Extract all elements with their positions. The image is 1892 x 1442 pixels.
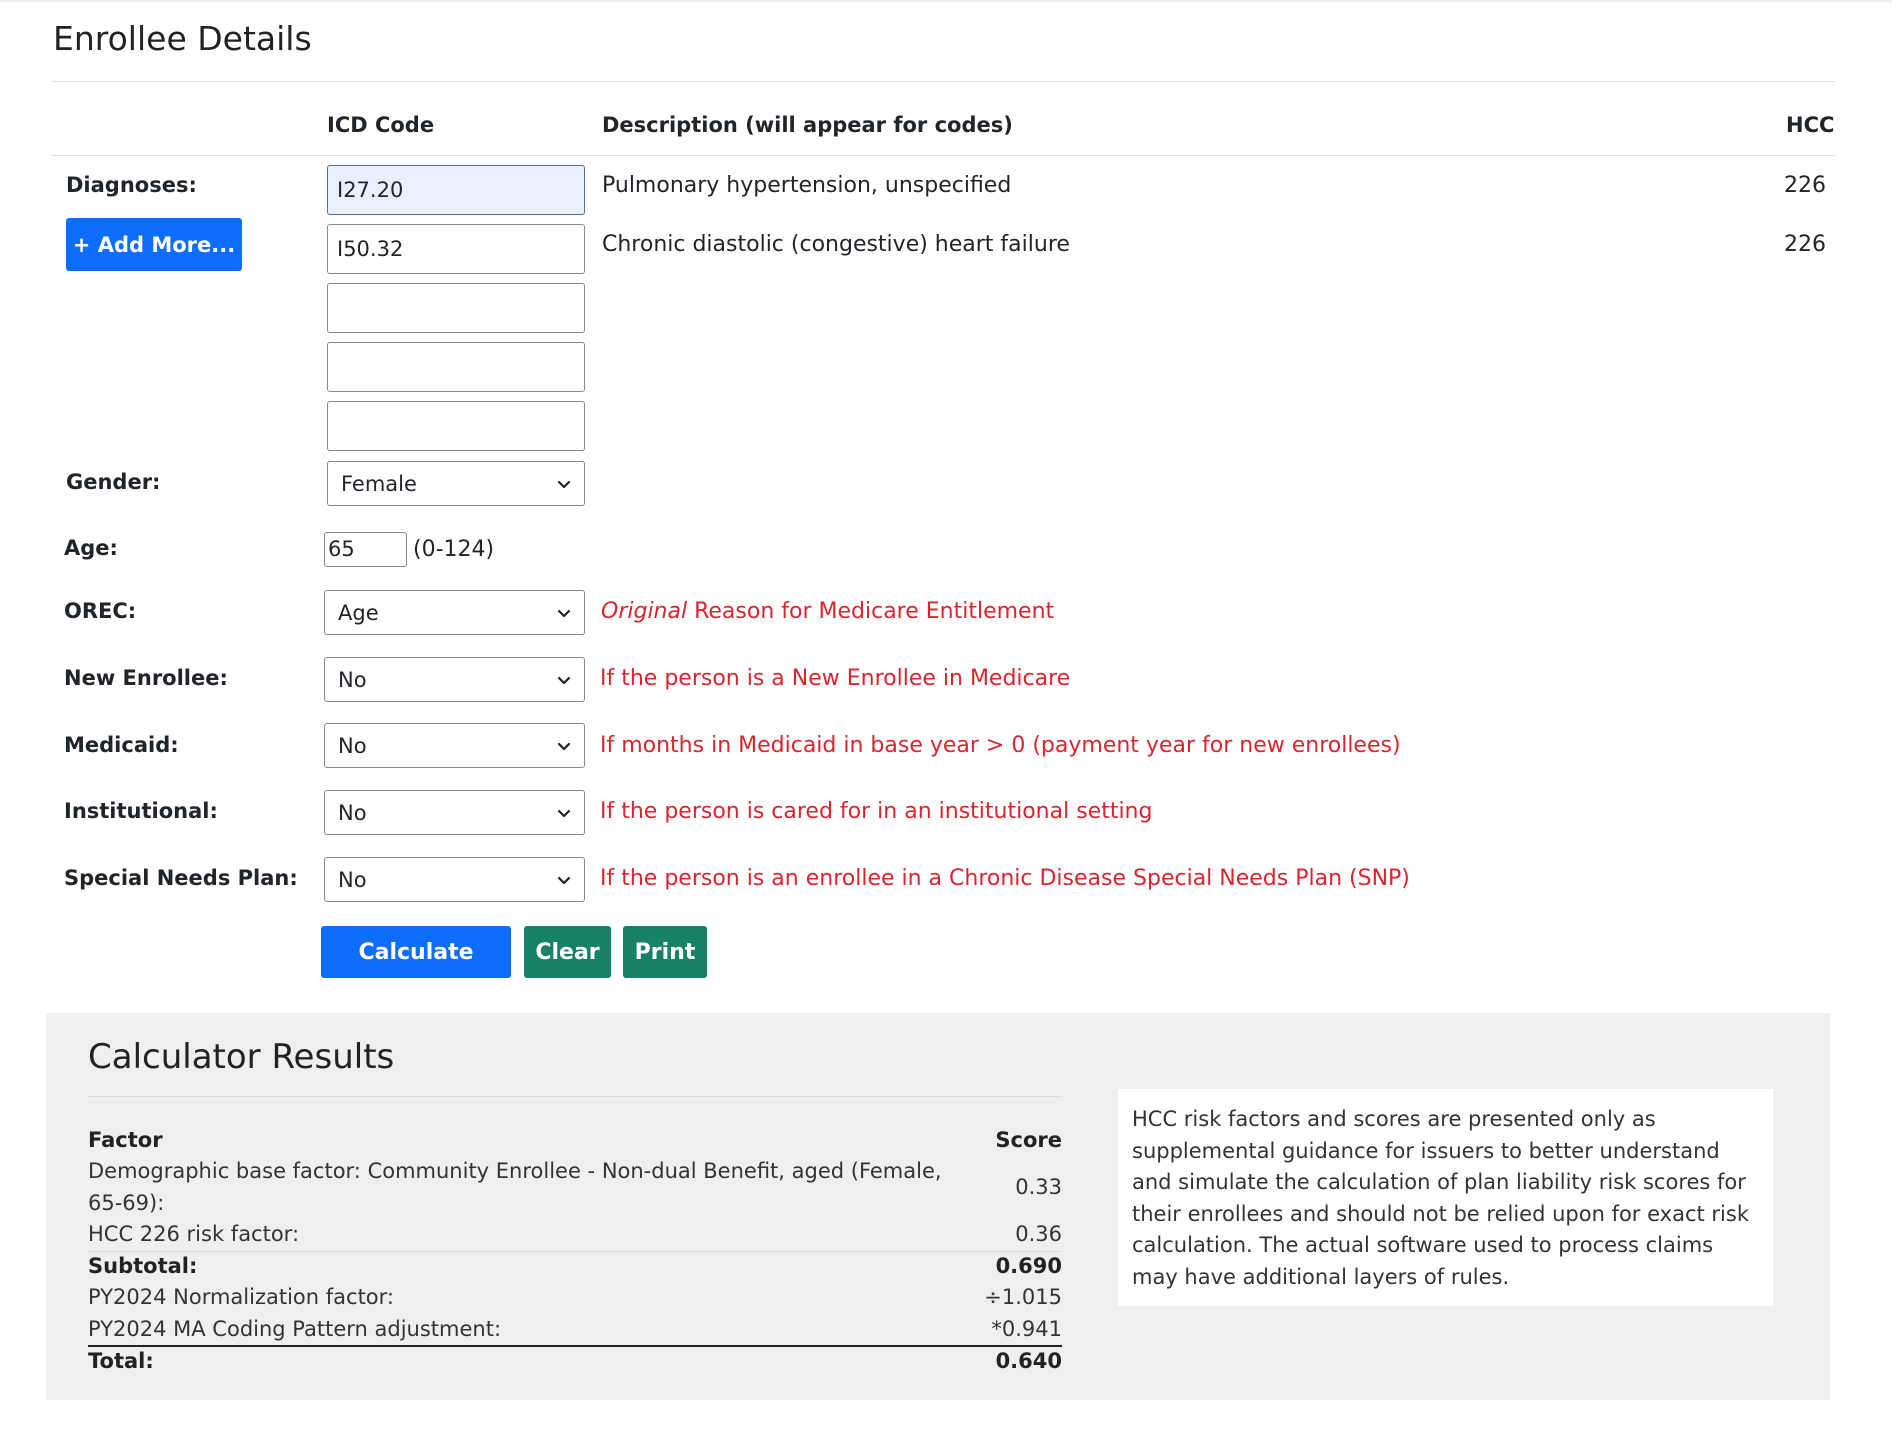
chevron-down-icon	[557, 477, 571, 491]
icd-code-input-4[interactable]	[327, 342, 585, 392]
icd-code-input-1[interactable]: I27.20	[327, 165, 585, 215]
diagnosis-hcc-1: 226	[1784, 173, 1826, 198]
subtotal-value: 0.690	[995, 1254, 1062, 1278]
total-divider	[88, 1345, 1062, 1347]
result-row-1-factor-line2: 65-69):	[88, 1191, 165, 1215]
results-title-divider	[88, 1096, 1062, 1097]
disclaimer-box: HCC risk factors and scores are presented only as supplemental guidance for issuers to better understand and simulate the calculation of plan liability risk scores for their enrollees and should not be relied upon for exact risk calculation. The actual software used to process claims may have additional layers of rules.	[1118, 1089, 1773, 1306]
add-more-button[interactable]: + Add More...	[66, 218, 242, 271]
score-header: Score	[995, 1128, 1062, 1152]
normalization-label: PY2024 Normalization factor:	[88, 1285, 394, 1309]
icd-code-input-3[interactable]	[327, 283, 585, 333]
new-enrollee-select[interactable]	[324, 657, 585, 702]
orec-select-value: Age	[338, 600, 379, 625]
medicaid-note: If months in Medicaid in base year > 0 (payment year for new enrollees)	[600, 733, 1401, 758]
calculate-button[interactable]: Calculate	[321, 926, 511, 978]
header-divider	[51, 155, 1836, 156]
coding-adjustment-value: *0.941	[991, 1317, 1062, 1341]
orec-select[interactable]	[324, 590, 585, 635]
medicaid-select[interactable]	[324, 723, 585, 768]
snp-select[interactable]	[324, 857, 585, 902]
result-row-1-score: 0.33	[1015, 1175, 1062, 1199]
description-header: Description (will appear for codes)	[602, 113, 1013, 137]
icd-code-input-2[interactable]: I50.32	[327, 224, 585, 274]
age-input[interactable]: 65	[324, 532, 407, 567]
orec-note-italic: Original	[601, 599, 688, 624]
new-enrollee-label: New Enrollee:	[64, 666, 228, 690]
diagnosis-description-2: Chronic diastolic (congestive) heart failure	[602, 232, 1070, 257]
gender-select[interactable]	[327, 461, 585, 506]
subtotal-divider	[88, 1251, 1062, 1252]
diagnosis-description-1: Pulmonary hypertension, unspecified	[602, 173, 1012, 198]
snp-note: If the person is an enrollee in a Chronic Disease Special Needs Plan (SNP)	[600, 866, 1410, 891]
page-title: Enrollee Details	[53, 19, 312, 58]
institutional-note: If the person is cared for in an institutional setting	[600, 799, 1153, 824]
result-row-1-factor-line1: Demographic base factor: Community Enrollee - Non-dual Benefit, aged (Female,	[88, 1159, 942, 1183]
medicaid-select-value: No	[338, 733, 367, 758]
snp-select-value: No	[338, 867, 367, 892]
snp-label: Special Needs Plan:	[64, 866, 298, 890]
factor-header: Factor	[88, 1128, 163, 1152]
print-button[interactable]: Print	[623, 926, 707, 978]
result-row-2-score: 0.36	[1015, 1222, 1062, 1246]
results-title: Calculator Results	[88, 1037, 395, 1077]
diagnosis-hcc-2: 226	[1784, 232, 1826, 257]
gender-select-value: Female	[341, 471, 417, 496]
age-label: Age:	[64, 536, 118, 560]
age-range-hint: (0-124)	[413, 537, 495, 562]
gender-label: Gender:	[66, 470, 161, 494]
institutional-select-value: No	[338, 800, 367, 825]
diagnoses-label: Diagnoses:	[66, 173, 197, 197]
subtotal-label: Subtotal:	[88, 1254, 198, 1278]
icd-code-input-5[interactable]	[327, 401, 585, 451]
institutional-label: Institutional:	[64, 799, 218, 823]
icd-code-header: ICD Code	[327, 113, 435, 137]
orec-note-rest: Reason for Medicare Entitlement	[687, 599, 1055, 624]
result-row-2-factor: HCC 226 risk factor:	[88, 1222, 300, 1246]
total-value: 0.640	[995, 1349, 1062, 1373]
medicaid-label: Medicaid:	[64, 733, 179, 757]
coding-adjustment-label: PY2024 MA Coding Pattern adjustment:	[88, 1317, 502, 1341]
top-edge-shadow	[0, 0, 1892, 3]
chevron-down-icon	[557, 806, 571, 820]
chevron-down-icon	[557, 673, 571, 687]
new-enrollee-note: If the person is a New Enrollee in Medicare	[600, 666, 1071, 691]
chevron-down-icon	[557, 873, 571, 887]
chevron-down-icon	[557, 606, 571, 620]
hcc-header: HCC	[1786, 113, 1835, 137]
new-enrollee-select-value: No	[338, 667, 367, 692]
clear-button[interactable]: Clear	[524, 926, 611, 978]
orec-note	[601, 599, 1054, 624]
institutional-select[interactable]	[324, 790, 585, 835]
title-divider	[51, 81, 1836, 82]
total-label: Total:	[88, 1349, 154, 1373]
normalization-value: ÷1.015	[984, 1285, 1062, 1309]
chevron-down-icon	[557, 739, 571, 753]
orec-label: OREC:	[64, 599, 137, 623]
